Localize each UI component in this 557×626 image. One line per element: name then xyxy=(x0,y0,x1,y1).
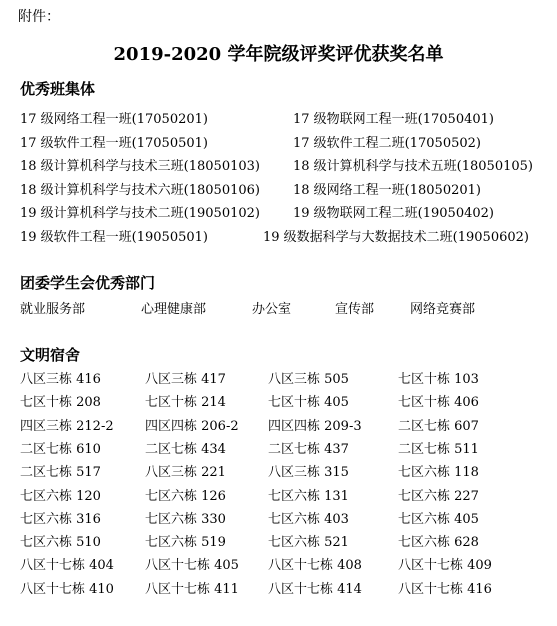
dorm-item: 七区六栋 118 xyxy=(398,465,479,481)
dorm-item: 七区六栋 510 xyxy=(20,535,101,551)
dorm-item: 八区三栋 315 xyxy=(268,465,349,481)
dorm-item: 二区七栋 607 xyxy=(398,418,479,434)
dorm-item: 八区十七栋 414 xyxy=(268,581,362,597)
dorm-item: 八区十七栋 409 xyxy=(398,558,492,574)
dorm-item: 四区四栋 209-3 xyxy=(268,418,362,434)
dorm-item: 七区十栋 103 xyxy=(398,372,479,387)
section-heading-dorms: 文明宿舍 xyxy=(20,346,81,364)
dorm-item: 二区七栋 610 xyxy=(20,441,101,457)
dorm-item: 八区十七栋 410 xyxy=(20,581,114,597)
dorm-item: 二区七栋 511 xyxy=(398,441,479,457)
dorm-item: 七区六栋 628 xyxy=(398,535,479,551)
dorm-item: 八区三栋 505 xyxy=(268,372,349,387)
dorm-item: 七区六栋 316 xyxy=(20,511,101,527)
class-item: 18 级计算机科学与技术六班(18050106) xyxy=(20,182,260,198)
class-item: 19 级软件工程一班(19050501) xyxy=(20,229,208,245)
dorm-item: 七区六栋 131 xyxy=(268,488,349,504)
dorm-item: 八区十七栋 405 xyxy=(145,558,239,574)
dorm-item: 八区十七栋 416 xyxy=(398,581,492,597)
class-item: 17 级软件工程二班(17050502) xyxy=(293,135,481,151)
class-item: 18 级网络工程一班(18050201) xyxy=(293,182,481,198)
class-item: 19 级数据科学与大数据技术二班(19050602) xyxy=(263,229,529,245)
dorm-item: 二区七栋 434 xyxy=(145,441,226,457)
class-item: 17 级物联网工程一班(17050401) xyxy=(293,112,494,127)
dorm-item: 四区四栋 206-2 xyxy=(145,418,239,434)
dorm-item: 七区六栋 120 xyxy=(20,488,101,504)
dorm-item: 二区七栋 517 xyxy=(20,465,101,481)
class-item: 17 级软件工程一班(17050501) xyxy=(20,135,208,151)
dorm-item: 七区六栋 519 xyxy=(145,535,226,551)
dorm-item: 七区六栋 405 xyxy=(398,511,479,527)
dorm-item: 八区三栋 416 xyxy=(20,372,101,387)
dorm-item: 七区十栋 405 xyxy=(268,395,349,411)
dorm-item: 八区十七栋 404 xyxy=(20,558,114,574)
attachment-label: 附件： xyxy=(18,9,60,25)
class-item: 17 级网络工程一班(17050201) xyxy=(20,112,208,127)
dorm-item: 七区十栋 208 xyxy=(20,395,101,411)
department-item: 办公室 xyxy=(252,302,292,317)
dorm-item: 八区三栋 417 xyxy=(145,372,226,387)
dorm-item: 七区六栋 330 xyxy=(145,511,226,527)
class-item: 19 级计算机科学与技术二班(19050102) xyxy=(20,206,260,221)
dorm-item: 七区六栋 521 xyxy=(268,535,349,551)
dorm-item: 七区六栋 227 xyxy=(398,488,479,504)
dorm-item: 八区十七栋 411 xyxy=(145,581,239,597)
dorm-item: 二区七栋 437 xyxy=(268,441,349,457)
department-item: 就业服务部 xyxy=(20,302,86,317)
class-item: 18 级计算机科学与技术三班(18050103) xyxy=(20,159,260,174)
section-heading-classes: 优秀班集体 xyxy=(20,80,96,98)
page-title: 2019-2020 学年院级评奖评优获奖名单 xyxy=(113,44,444,65)
dorm-item: 八区三栋 221 xyxy=(145,465,226,481)
dorm-item: 七区十栋 214 xyxy=(145,395,226,411)
department-item: 宣传部 xyxy=(335,302,375,317)
dorm-item: 八区十七栋 408 xyxy=(268,558,362,574)
dorm-item: 七区六栋 403 xyxy=(268,511,349,527)
department-item: 心理健康部 xyxy=(141,302,207,317)
dorm-item: 七区六栋 126 xyxy=(145,488,226,504)
section-heading-departments: 团委学生会优秀部门 xyxy=(20,274,156,292)
dorm-item: 七区十栋 406 xyxy=(398,395,479,411)
class-item: 19 级物联网工程二班(19050402) xyxy=(293,206,494,221)
dorm-item: 四区三栋 212-2 xyxy=(20,418,114,434)
class-item: 18 级计算机科学与技术五班(18050105) xyxy=(293,159,533,174)
department-item: 网络竞赛部 xyxy=(410,302,476,317)
